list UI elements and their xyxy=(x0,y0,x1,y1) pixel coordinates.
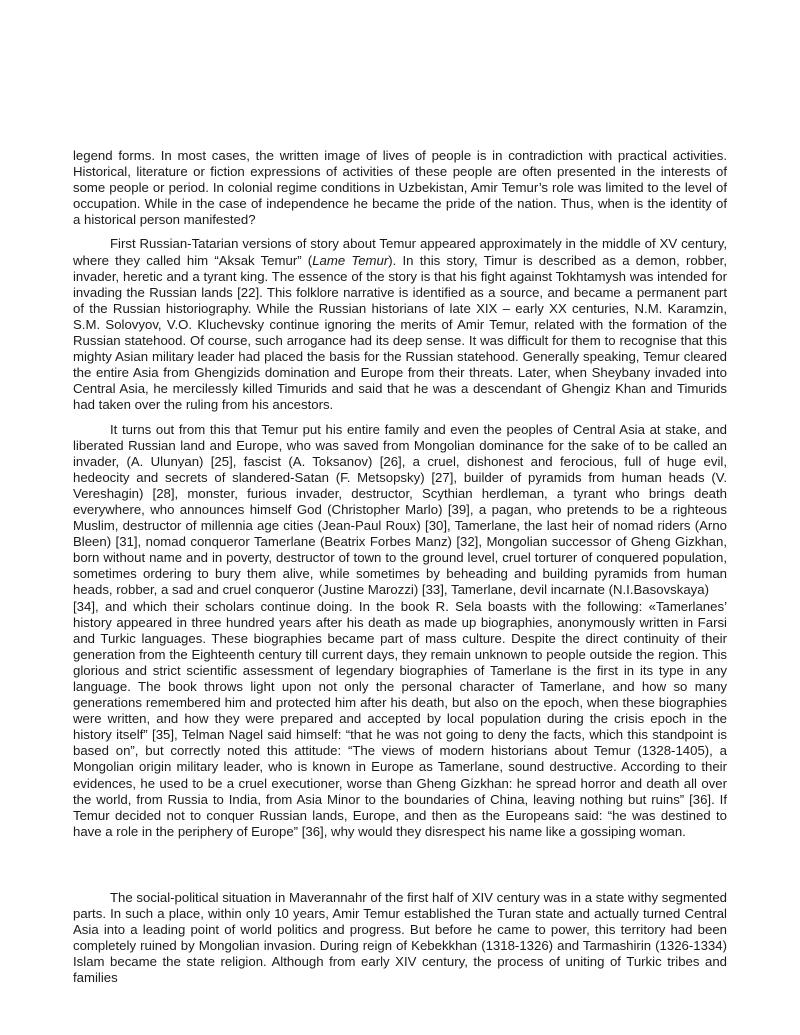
paragraph-text-end: ). In this story, Timur is described as a demon, robber, invader, heretic and a tyrant king. The essence of the story is that his fight against Tokhtamysh was intended for invading the Russian lands [22]. This folklore narrative is identified as a source, and became a permanent part of the Russian historiography. While the Russian historians of late XIX – early XX centuries, N.M. Karamzin, S.M. Solovyov, V.O. Kluchevsky continue ignoring the merits of Amir Temur, related with the formation of the Russian statehood. Of course, such arrogance had its deep sense. It was difficult for them to recognise that this mighty Asian military leader had placed the basis for the Russian statehood. Generally speaking, Temur cleared the entire Asia from Ghengizids domination and Europe from their threats. Later, when Sheybany invaded into Central Asia, he mercilessly killed Timurids and said that he was a descendant of Ghengiz Khan and Timurids had taken over the ruling from his ancestors. xyxy=(73,252,727,413)
document-page xyxy=(73,148,727,995)
paragraph-russian-versions xyxy=(73,236,727,413)
paragraph-maverannahr: The social-political situation in Maverannahr of the first half of XIV century was in a state withy segmented parts. In such a place, within only 10 years, Amir Temur established the Turan state and actually turned Central Asia into a leading point of world politics and progress. But before he came to power, this territory had been completely ruined by Mongolian invasion. During reign of Kebekkhan (1318-1326) and Tarmashirin (1326-1334) Islam became the state religion. Although from early XIV century, the process of uniting of Turkic tribes and families xyxy=(73,889,727,986)
paragraph-scholars: [34], and which their scholars continue doing. In the book R. Sela boasts with the following: «Tamerlanes’ history appeared in three hundred years after his death as made up biographies, anonymously written in Farsi and Turkic languages. These biographies became part of mass culture. Despite the direct continuity of their generation from the Eighteenth century till current days, they remain unknown to people outside the region. This glorious and strict scientific assessment of legendary biographies of Tamerlane is the first in its type in any language. The book throws light upon not only the personal character of Tamerlane, and how so many generations remembered him and protected him after his death, but also on the epoch, when these biographies were written, and how they were prepared and accepted by local population during the crisis epoch in the history itself” [35], Telman Nagel said himself: “that he was not going to deny the facts, which this standpoint is based on”, but correctly noted this attitude: “The views of modern historians about Temur (1328-1405), a Mongolian origin military leader, who is known in Europe as Tamerlane, sound destructive. According to their evidences, he used to be a cruel executioner, worse than Gheng Gizkhan: he spread horror and death all over the world, from Russia to India, from Asia Minor to the boundaries of China, leaving nothing but ruins” [36]. If Temur decided not to conquer Russian lands, Europe, and then as the Europeans said: “he was destined to have a role in the periphery of Europe” [36], why would they disrespect his name like a gossiping woman. xyxy=(73,598,727,839)
paragraph-text-start: First Russian-Tatarian versions of story about Temur appeared approximately in the middle of XV century, where they called him “Aksak Temur” ( xyxy=(73,236,727,268)
paragraph-intro: legend forms. In most cases, the written image of lives of people is in contradiction with practical activities. Historical, literature or fiction expressions of activities of these people are often presented in the interests of some people or period. In colonial regime conditions in Uzbekistan, Amir Temur’s role was limited to the level of occupation. While in the case of independence he became the pride of the nation. Thus, when is the identity of a historical person manifested? xyxy=(73,148,727,228)
paragraph-invader-labels: It turns out from this that Temur put his entire family and even the peoples of Central Asia at stake, and liberated Russian land and Europe, who was saved from Mongolian dominance for the sake of to be called an invader, (A. Ulunyan) [25], fascist (A. Toksanov) [26], a cruel, dishonest and ferocious, full of huge evil, hedeocity and secrets of slandered-Satan (F. Metsopsky) [27], builder of pyramids from human heads (V. Vereshagin) [28], monster, furious invader, destructor, Scythian herdleman, a tyrant who brings death everywhere, who announces himself God (Christopher Marlo) [39], a pagan, who pretends to be a righteous Muslim, destructor of millennia age cities (Jean-Paul Roux) [30], Tamerlane, the last heir of nomad riders (Arno Bleen) [31], nomad conqueror Tamerlane (Beatrix Forbes Manz) [32], Mongolian successor of Gheng Gizkhan, born without name and in poverty, destructor of town to the ground level, cruel torturer of conquered population, sometimes ordering to bury them alive, while sometimes by beheading and building pyramids from human heads, robber, a sad and cruel conqueror (Justine Marozzi) [33], Tamerlane, devil incarnate (N.I.Basovskaya) xyxy=(73,421,727,598)
section-gap xyxy=(73,848,727,890)
italic-term: Lame Temur xyxy=(312,252,389,268)
